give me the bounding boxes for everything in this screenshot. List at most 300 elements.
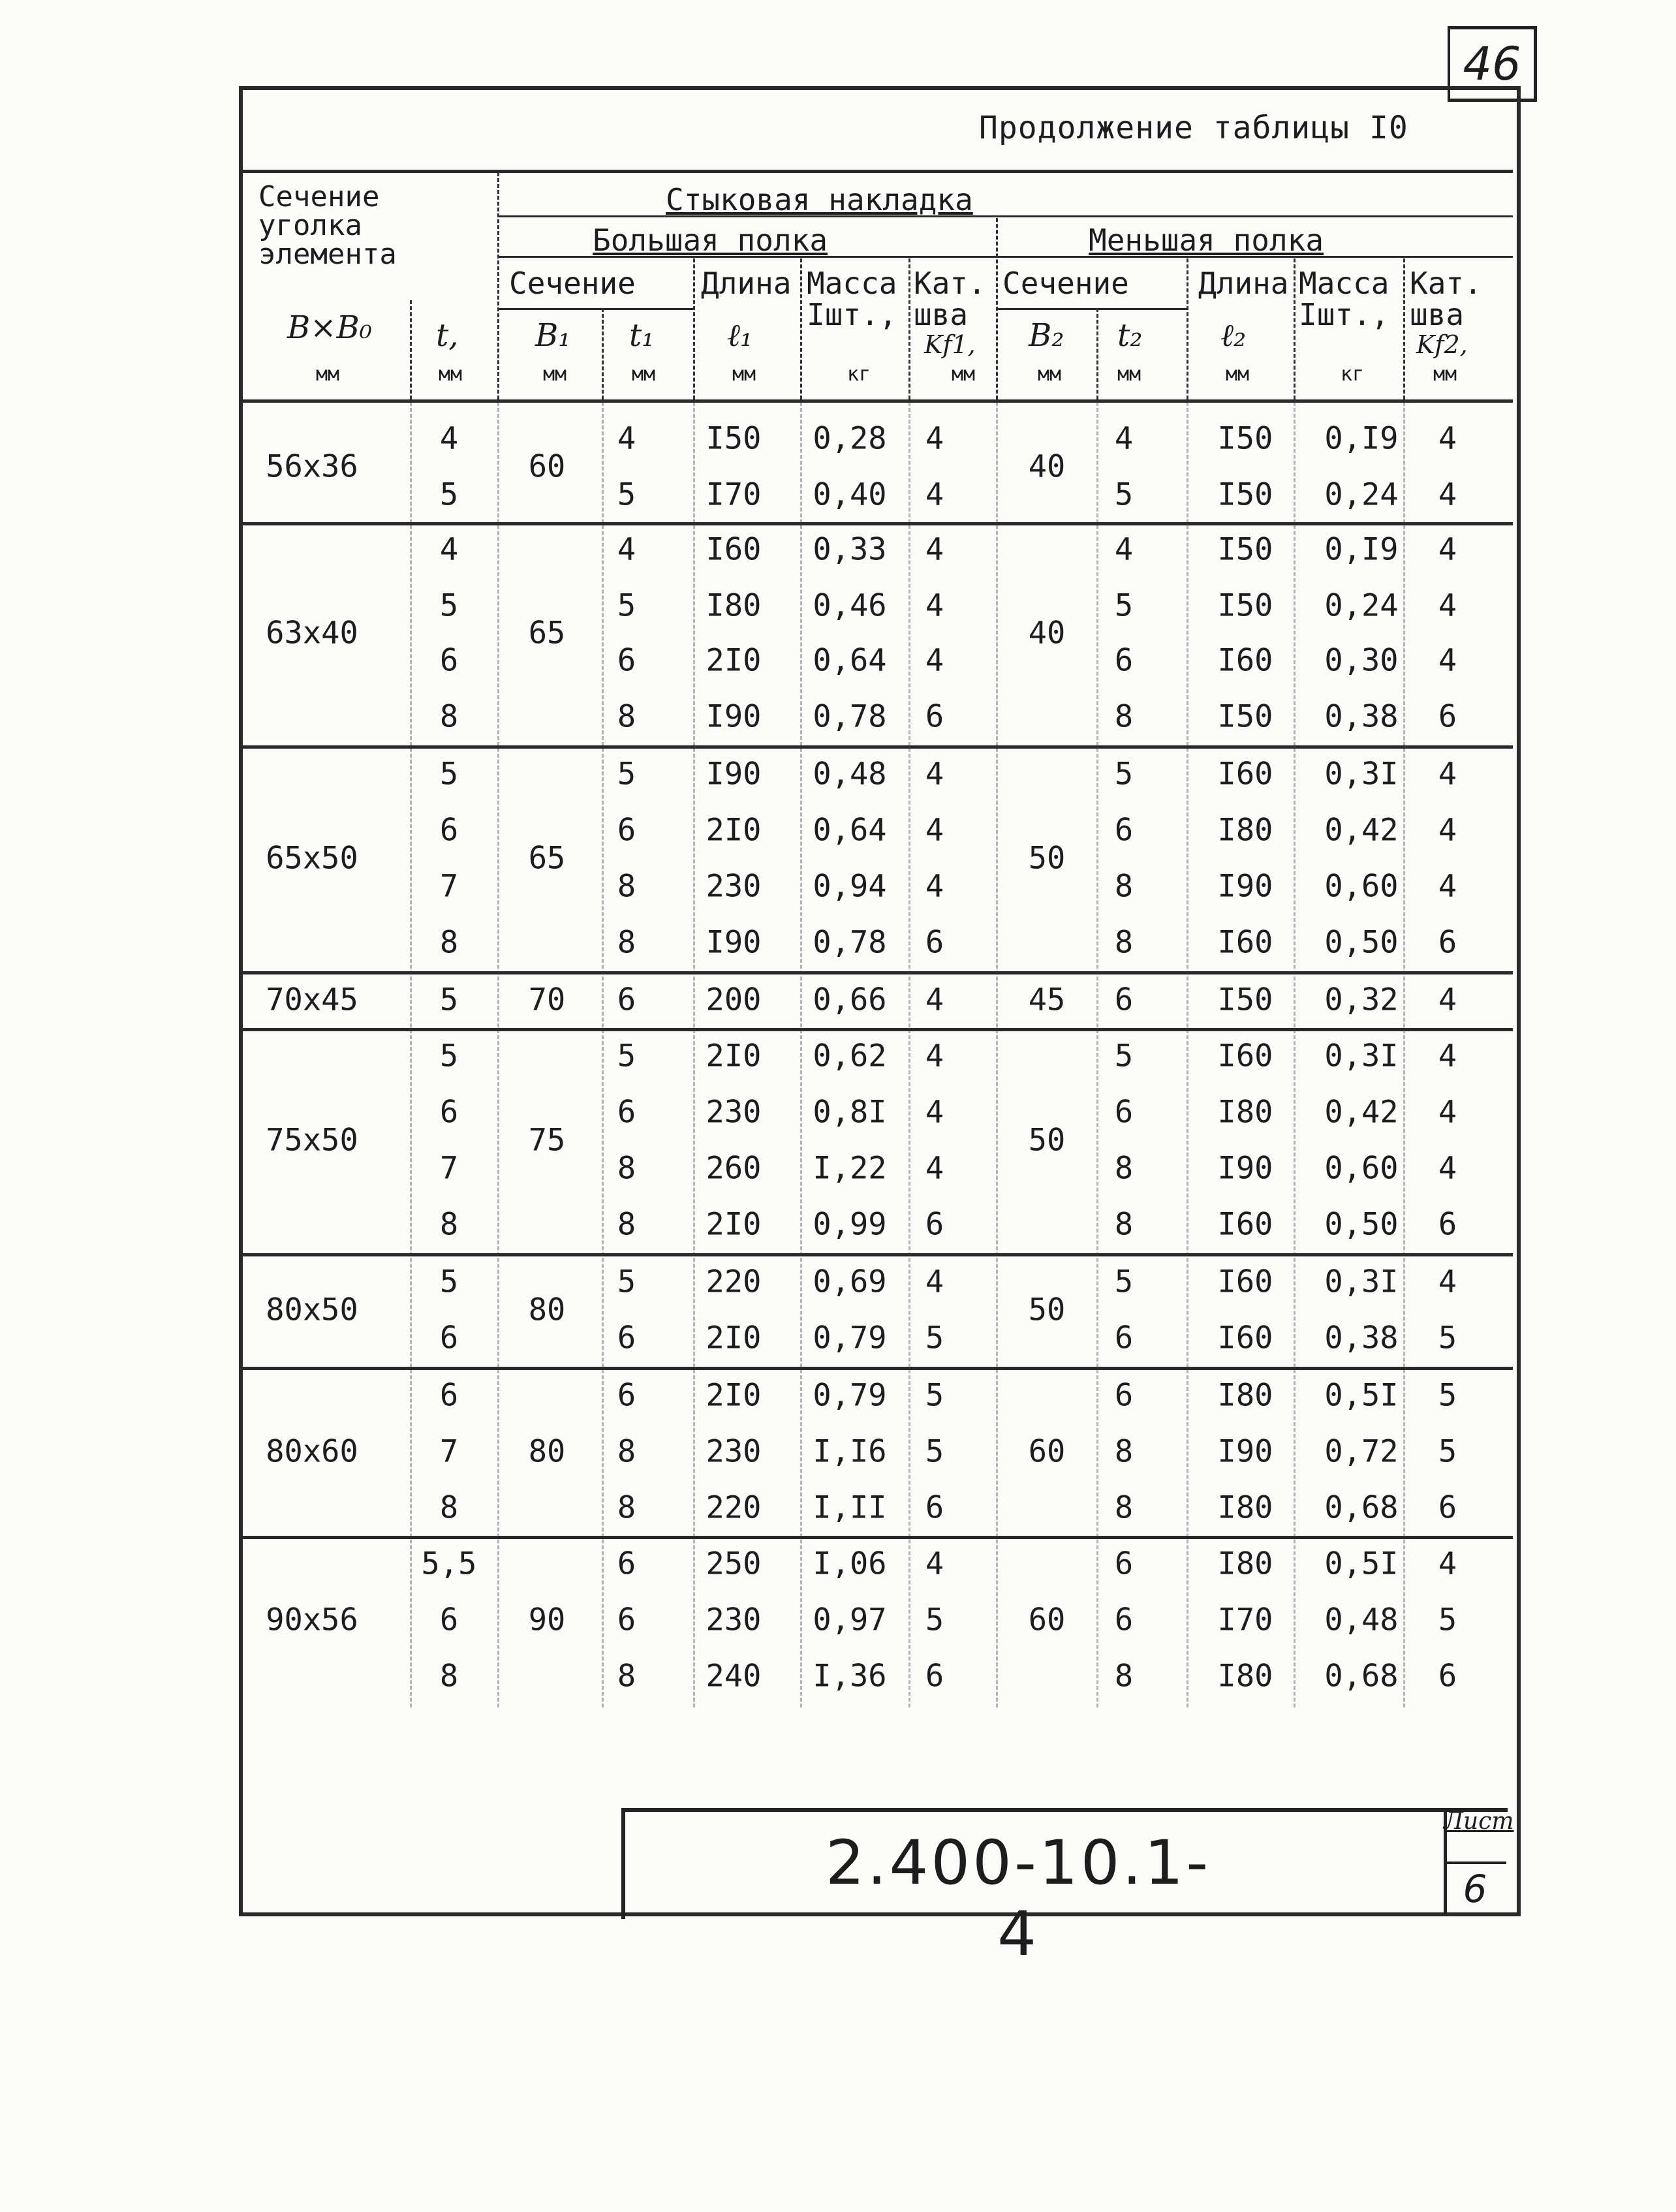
table-cell: I80 [706, 587, 762, 624]
header-weld-small: Кат. шва [1410, 266, 1482, 333]
table-cell: 0,42 [1324, 812, 1399, 849]
table-cell: 4 [1438, 420, 1457, 457]
table-cell: 4 [1438, 1094, 1457, 1130]
header-divider [693, 258, 695, 399]
table-cell: 6 [617, 642, 636, 679]
header-small-flange: Меньшая полка [1089, 223, 1324, 258]
column-divider [602, 402, 604, 1707]
header-weld-big: Кат. шва [914, 266, 986, 333]
column-divider [1096, 402, 1098, 1707]
table-cell: 8 [1114, 924, 1134, 961]
group-separator [243, 1028, 1513, 1031]
table-cell: 0,3I [1324, 1264, 1399, 1300]
header-big-flange: Большая полка [593, 223, 828, 258]
table-cell: 6 [617, 812, 636, 849]
table-cell: 4 [925, 476, 944, 513]
group-separator [243, 1536, 1513, 1539]
table-cell: I60 [1217, 1264, 1273, 1300]
table-cell: 5 [1438, 1602, 1457, 1638]
table-cell: 0,5I [1324, 1546, 1399, 1582]
table-cell: 5 [1438, 1433, 1457, 1470]
table-cell: I70 [706, 476, 762, 513]
table-cell: I60 [706, 531, 762, 568]
table-cell: 5 [617, 476, 636, 513]
column-divider [996, 402, 998, 1707]
table-cell: I60 [1217, 1320, 1273, 1356]
sheet-number: 6 [1463, 1867, 1487, 1911]
header-overlay: Стыковая накладка [666, 182, 973, 217]
table-cell: 6 [1114, 1377, 1134, 1414]
table-cell: 7 [439, 1433, 459, 1470]
table-cell: 220 [706, 1264, 762, 1300]
table-cell: 5 [439, 1264, 459, 1300]
header-length-small: Длина [1198, 266, 1289, 301]
header-rule-flange [497, 256, 1513, 258]
table-cell: 5 [1438, 1377, 1457, 1414]
group-separator [243, 522, 1513, 525]
table-cell: 4 [1438, 531, 1457, 568]
table-cell: 6 [617, 1602, 636, 1638]
table-cell: 8 [1114, 1150, 1134, 1187]
table-cell: 0,97 [813, 1602, 887, 1638]
table-cell: 4 [925, 756, 944, 792]
table-cell: 0,38 [1324, 698, 1399, 735]
table-cell: 6 [1114, 1320, 1134, 1356]
table-cell: 4 [925, 868, 944, 905]
header-section-big: Сечение [509, 266, 636, 301]
table-cell: 90x56 [266, 1602, 358, 1638]
table-cell: 6 [617, 982, 636, 1018]
table-cell: 0,62 [813, 1038, 887, 1074]
table-cell: 70x45 [266, 982, 358, 1018]
table-cell: 6 [1438, 698, 1457, 735]
unit-b2: мм [1038, 363, 1062, 386]
table-cell: 80 [528, 1292, 566, 1328]
header-divider [602, 308, 604, 399]
table-cell: 4 [617, 420, 636, 457]
table-cell: 8 [617, 1150, 636, 1187]
table-cell: I80 [1217, 812, 1273, 849]
table-cell: 220 [706, 1489, 762, 1526]
table-cell: 4 [925, 1038, 944, 1074]
table-cell: 0,8I [813, 1094, 887, 1130]
symbol-t1: t₁ [629, 317, 655, 354]
table-cell: 6 [1438, 1658, 1457, 1694]
unit-b1: мм [543, 363, 567, 386]
table-cell: I60 [1217, 756, 1273, 792]
table-cell: 4 [925, 587, 944, 624]
table-cell: 8 [617, 1433, 636, 1470]
table-cell: 50 [1028, 1122, 1066, 1159]
table-cell: 230 [706, 1602, 762, 1638]
table-cell: 6 [1114, 1546, 1134, 1582]
table-cell: I,06 [813, 1546, 887, 1582]
table-cell: 4 [1438, 476, 1457, 513]
symbol-l2: ℓ₂ [1220, 317, 1247, 354]
table-cell: 8 [439, 1206, 459, 1243]
table-cell: 5 [925, 1433, 944, 1470]
table-cell: 4 [925, 1094, 944, 1130]
table-cell: 0,78 [813, 924, 887, 961]
table-cell: 0,40 [813, 476, 887, 513]
table-cell: I90 [706, 756, 762, 792]
table-cell: 60 [1028, 1602, 1066, 1638]
table-cell: 6 [1438, 924, 1457, 961]
table-cell: I90 [706, 924, 762, 961]
table-cell: 2I0 [706, 642, 762, 679]
table-cell: 0,79 [813, 1377, 887, 1414]
table-cell: 5 [617, 756, 636, 792]
table-cell: I60 [1217, 1038, 1273, 1074]
table-cell: 0,99 [813, 1206, 887, 1243]
header-section-small: Сечение [1002, 266, 1129, 301]
header-divider [1294, 258, 1296, 399]
table-cell: 5 [439, 587, 459, 624]
table-cell: 4 [925, 642, 944, 679]
title-block-divider [1444, 1862, 1506, 1864]
symbol-kf2: Kf2, [1416, 330, 1468, 359]
table-cell: 0,28 [813, 420, 887, 457]
table-cell: I,I6 [813, 1433, 887, 1470]
header-length-big: Длина [701, 266, 792, 301]
table-cell: I50 [1217, 531, 1273, 568]
table-cell: I90 [1217, 868, 1273, 905]
table-cell: 0,33 [813, 531, 887, 568]
symbol-angle: В×В₀ [287, 309, 373, 346]
table-cell: I60 [1217, 642, 1273, 679]
sheet-label: Лист [1444, 1808, 1514, 1835]
table-cell: 0,64 [813, 642, 887, 679]
table-cell: 0,48 [1324, 1602, 1399, 1638]
table-cell: 0,3I [1324, 756, 1399, 792]
table-cell: 4 [439, 420, 459, 457]
table-cell: 4 [925, 982, 944, 1018]
table-cell: 0,32 [1324, 982, 1399, 1018]
header-divider [1187, 258, 1188, 399]
table-cell: 6 [439, 642, 459, 679]
table-cell: 8 [1114, 1206, 1134, 1243]
table-cell: 4 [439, 531, 459, 568]
unit-t2: мм [1117, 363, 1141, 386]
table-cell: I90 [706, 698, 762, 735]
table-cell: 2I0 [706, 1206, 762, 1243]
table-cell: 6 [925, 698, 944, 735]
table-cell: 5 [1114, 587, 1134, 624]
table-cell: 8 [439, 1658, 459, 1694]
unit-angle: мм [316, 363, 340, 386]
table-cell: 4 [1438, 868, 1457, 905]
table-cell: 0,68 [1324, 1658, 1399, 1694]
table-cell: I,22 [813, 1150, 887, 1187]
table-cell: 40 [1028, 615, 1066, 651]
table-cell: I50 [1217, 982, 1273, 1018]
table-cell: 65x50 [266, 840, 358, 877]
header-divider [908, 258, 910, 399]
table-cell: 75x50 [266, 1122, 358, 1159]
table-cell: 4 [925, 1546, 944, 1582]
table-cell: 60 [1028, 1433, 1066, 1470]
table-cell: 50 [1028, 1292, 1066, 1328]
group-separator [243, 1253, 1513, 1256]
table-cell: 0,78 [813, 698, 887, 735]
table-cell: 4 [1438, 1546, 1457, 1582]
table-cell: 5 [617, 587, 636, 624]
table-cell: 6 [439, 812, 459, 849]
table-cell: 6 [1114, 1602, 1134, 1638]
table-cell: 230 [706, 1433, 762, 1470]
table-cell: 0,5I [1324, 1377, 1399, 1414]
group-separator [243, 1367, 1513, 1370]
table-cell: 80x60 [266, 1433, 358, 1470]
table-cell: 2I0 [706, 812, 762, 849]
table-cell: I80 [1217, 1377, 1273, 1414]
table-cell: 8 [1114, 868, 1134, 905]
symbol-kf1: Kf1, [924, 330, 976, 359]
table-cell: I50 [1217, 587, 1273, 624]
table-cell: 6 [439, 1377, 459, 1414]
table-caption: Продолжение таблицы I0 [979, 110, 1408, 146]
group-separator [243, 971, 1513, 974]
header-mass-small: Масса Iшт., [1299, 266, 1389, 333]
table-cell: 75 [528, 1122, 566, 1159]
table-cell: 0,30 [1324, 642, 1399, 679]
table-cell: 5 [1114, 1264, 1134, 1300]
table-cell: 4 [925, 1264, 944, 1300]
table-cell: 6 [1114, 812, 1134, 849]
table-cell: 4 [925, 1150, 944, 1187]
table-cell: 56x36 [266, 448, 358, 485]
table-cell: 5 [1438, 1320, 1457, 1356]
table-cell: 6 [925, 1658, 944, 1694]
table-cell: 5 [617, 1264, 636, 1300]
table-cell: 5 [1114, 756, 1134, 792]
table-cell: 5 [439, 1038, 459, 1074]
table-cell: 6 [439, 1320, 459, 1356]
table-cell: 8 [1114, 1658, 1134, 1694]
header-divider [1096, 308, 1098, 399]
table-cell: 0,64 [813, 812, 887, 849]
table-cell: 60 [528, 448, 566, 485]
table-cell: I50 [1217, 698, 1273, 735]
table-cell: 90 [528, 1602, 566, 1638]
table-cell: 8 [439, 1489, 459, 1526]
table-cell: 5 [617, 1038, 636, 1074]
table-cell: 0,66 [813, 982, 887, 1018]
column-divider [693, 402, 695, 1707]
table-cell: 8 [617, 1489, 636, 1526]
column-divider [410, 402, 412, 1707]
table-cell: I80 [1217, 1489, 1273, 1526]
table-cell: 4 [1438, 756, 1457, 792]
header-rule-section-big [497, 308, 693, 310]
table-cell: 0,48 [813, 756, 887, 792]
header-mass-big: Масса Iшт., [807, 266, 897, 333]
table-cell: 4 [1438, 587, 1457, 624]
table-cell: 0,42 [1324, 1094, 1399, 1130]
table-cell: 0,68 [1324, 1489, 1399, 1526]
table-cell: 6 [439, 1094, 459, 1130]
table-cell: 5 [925, 1602, 944, 1638]
table-cell: 0,24 [1324, 587, 1399, 624]
unit-l1: мм [732, 363, 756, 386]
table-cell: I,II [813, 1489, 887, 1526]
table-cell: I70 [1217, 1602, 1273, 1638]
table-cell: 260 [706, 1150, 762, 1187]
table-cell: 7 [439, 868, 459, 905]
table-cell: I80 [1217, 1546, 1273, 1582]
table-cell: 4 [925, 420, 944, 457]
header-rule-section-small [996, 308, 1187, 310]
table-cell: I50 [1217, 420, 1273, 457]
table-cell: 0,38 [1324, 1320, 1399, 1356]
unit-l2: мм [1226, 363, 1250, 386]
column-divider [1187, 402, 1188, 1707]
table-cell: 6 [1114, 982, 1134, 1018]
symbol-t: t, [436, 317, 459, 354]
unit-mass2: кг [1341, 363, 1365, 386]
table-cell: 6 [617, 1320, 636, 1356]
table-cell: 80x50 [266, 1292, 358, 1328]
table-cell: 6 [1114, 1094, 1134, 1130]
table-cell: 0,46 [813, 587, 887, 624]
unit-t: мм [439, 363, 463, 386]
table-cell: I90 [1217, 1433, 1273, 1470]
group-separator [243, 745, 1513, 749]
table-cell: 0,50 [1324, 924, 1399, 961]
header-divider [800, 258, 802, 399]
table-cell: 8 [617, 924, 636, 961]
table-cell: 4 [1438, 812, 1457, 849]
table-cell: 4 [1438, 1264, 1457, 1300]
header-divider [996, 218, 998, 399]
table-cell: 4 [617, 531, 636, 568]
table-cell: 6 [617, 1377, 636, 1414]
table-cell: 7 [439, 1150, 459, 1187]
table-cell: 8 [617, 868, 636, 905]
column-divider [908, 402, 910, 1707]
table-cell: 63x40 [266, 615, 358, 651]
table-cell: 5 [1114, 1038, 1134, 1074]
table-cell: I90 [1217, 1150, 1273, 1187]
table-cell: 40 [1028, 448, 1066, 485]
table-cell: I80 [1217, 1094, 1273, 1130]
unit-t1: мм [632, 363, 656, 386]
table-cell: I80 [1217, 1658, 1273, 1694]
table-cell: 240 [706, 1658, 762, 1694]
unit-mass1: кг [847, 363, 871, 386]
table-cell: 0,72 [1324, 1433, 1399, 1470]
table-cell: 8 [617, 1206, 636, 1243]
table-cell: 6 [617, 1094, 636, 1130]
table-cell: 4 [1438, 642, 1457, 679]
table-cell: 5 [439, 756, 459, 792]
unit-kf2: мм [1433, 363, 1457, 386]
header-divider [497, 172, 499, 399]
table-cell: 6 [1438, 1489, 1457, 1526]
table-cell: 8 [1114, 1433, 1134, 1470]
table-cell: 4 [925, 531, 944, 568]
table-cell: 4 [1438, 1038, 1457, 1074]
header-section-label: Сечение уголка элемента [258, 180, 397, 271]
table-cell: 2I0 [706, 1320, 762, 1356]
table-cell: 80 [528, 1433, 566, 1470]
table-cell: 6 [925, 1206, 944, 1243]
unit-kf1: мм [952, 363, 976, 386]
header-top-rule [243, 170, 1513, 173]
table-cell: 50 [1028, 840, 1066, 877]
table-cell: 4 [1114, 420, 1134, 457]
column-divider [497, 402, 499, 1707]
table-cell: 4 [925, 812, 944, 849]
table-cell: 4 [1438, 1150, 1457, 1187]
page-number: 46 [1448, 26, 1537, 102]
symbol-l1: ℓ₁ [727, 317, 753, 354]
table-cell: 250 [706, 1546, 762, 1582]
table-cell: 4 [1114, 531, 1134, 568]
table-cell: 5 [1114, 476, 1134, 513]
table-cell: 4 [1438, 982, 1457, 1018]
table-cell: 230 [706, 1094, 762, 1130]
table-cell: 6 [1438, 1206, 1457, 1243]
table-cell: 0,69 [813, 1264, 887, 1300]
table-cell: 6 [617, 1546, 636, 1582]
table-cell: I,36 [813, 1658, 887, 1694]
table-cell: 230 [706, 868, 762, 905]
table-cell: 8 [439, 698, 459, 735]
header-divider [410, 300, 412, 399]
table-cell: 70 [528, 982, 566, 1018]
table-cell: I50 [706, 420, 762, 457]
table-cell: 2I0 [706, 1377, 762, 1414]
table-cell: 6 [925, 924, 944, 961]
table-cell: 200 [706, 982, 762, 1018]
table-cell: 0,79 [813, 1320, 887, 1356]
header-bottom-rule [243, 399, 1513, 403]
symbol-b1: В₁ [535, 317, 571, 354]
document-code: 2.400-10.1-4 [825, 1828, 1211, 1970]
table-cell: 0,24 [1324, 476, 1399, 513]
column-divider [800, 402, 802, 1707]
symbol-t2: t₂ [1117, 317, 1143, 354]
table-cell: I60 [1217, 924, 1273, 961]
column-divider [1294, 402, 1296, 1707]
table-cell: I50 [1217, 476, 1273, 513]
table-cell: 2I0 [706, 1038, 762, 1074]
table-cell: 0,94 [813, 868, 887, 905]
column-divider [1403, 402, 1405, 1707]
table-cell: 8 [1114, 698, 1134, 735]
header-rule-overlay [497, 215, 1513, 217]
table-cell: 0,60 [1324, 868, 1399, 905]
table-cell: 0,I9 [1324, 531, 1399, 568]
table-cell: 0,3I [1324, 1038, 1399, 1074]
table-cell: I60 [1217, 1206, 1273, 1243]
symbol-b2: В₂ [1029, 317, 1064, 354]
table-cell: 6 [925, 1489, 944, 1526]
table-cell: 8 [617, 1658, 636, 1694]
table-cell: 0,50 [1324, 1206, 1399, 1243]
table-cell: 65 [528, 615, 566, 651]
table-cell: 45 [1028, 982, 1066, 1018]
table-cell: 8 [617, 698, 636, 735]
table-cell: 5 [925, 1377, 944, 1414]
table-cell: 5 [439, 982, 459, 1018]
table-cell: 5,5 [421, 1546, 477, 1582]
table-cell: 5 [439, 476, 459, 513]
table-cell: 0,60 [1324, 1150, 1399, 1187]
table-cell: 6 [1114, 642, 1134, 679]
table-cell: 5 [925, 1320, 944, 1356]
